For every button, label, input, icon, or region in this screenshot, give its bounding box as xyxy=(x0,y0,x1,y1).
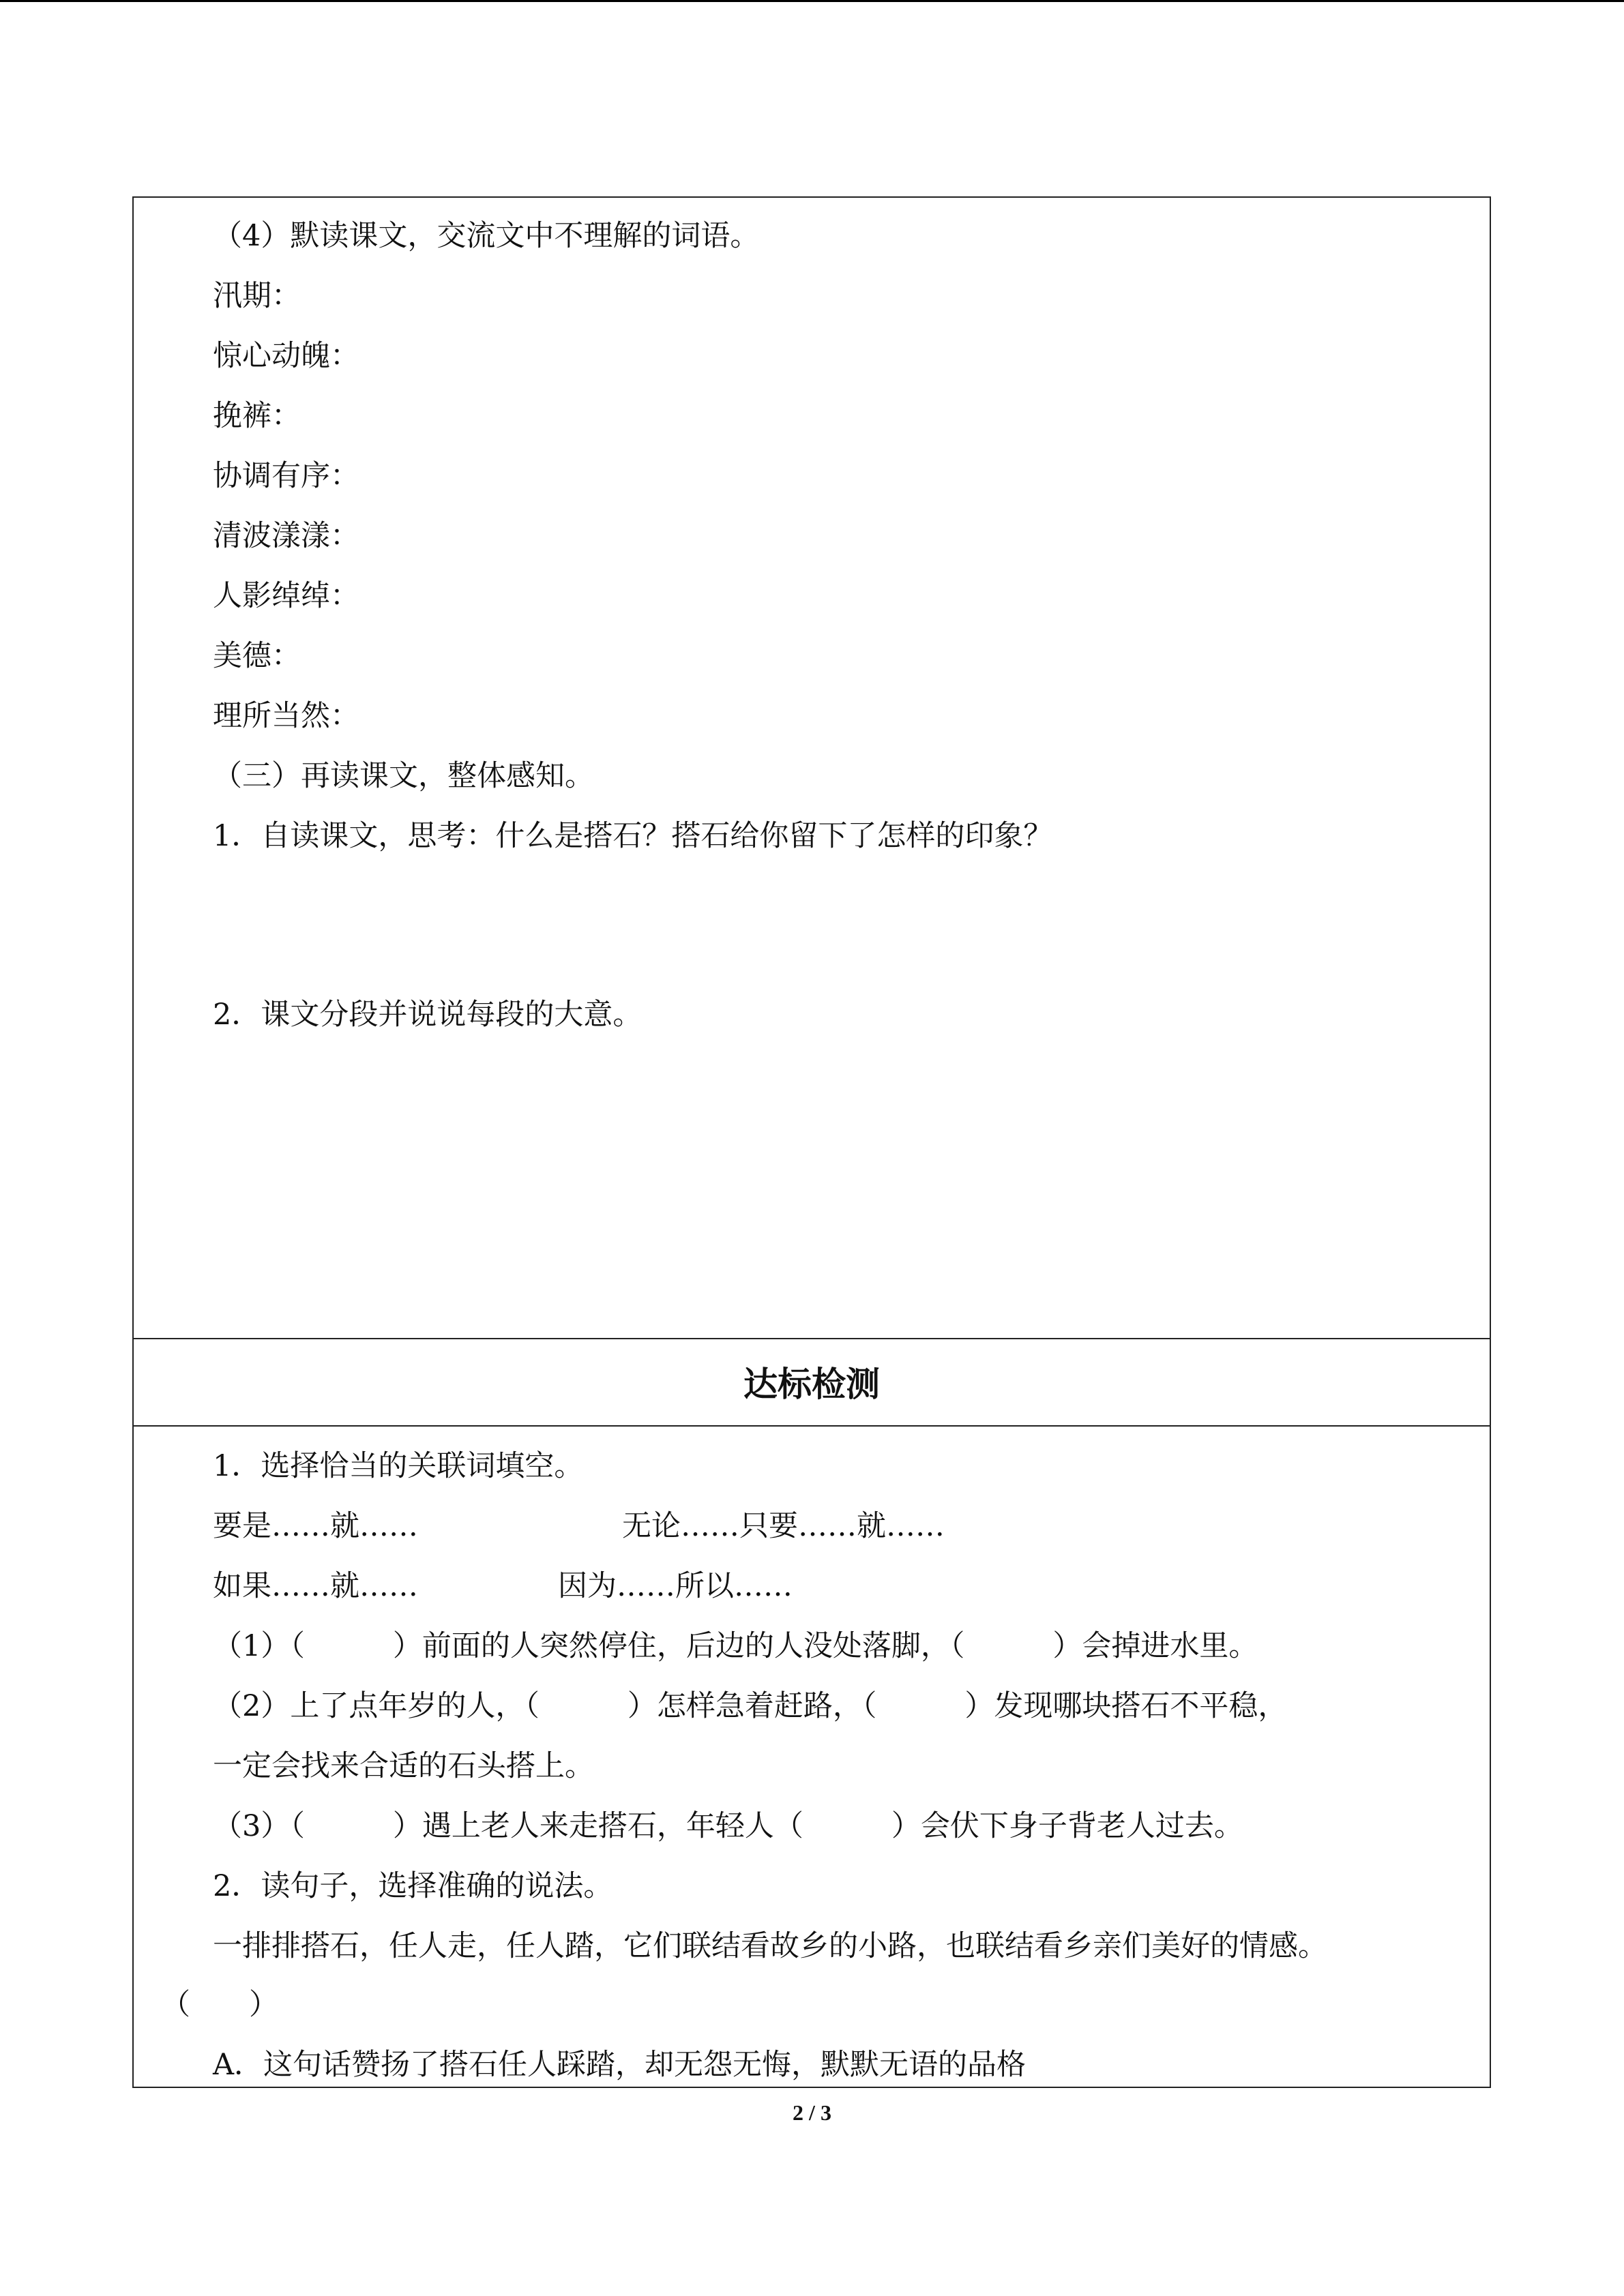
term-line: 挽裤： xyxy=(213,399,301,433)
answer-parentheses: （ ） xyxy=(161,1988,278,2022)
part3-title: （三）再读课文，整体感知。 xyxy=(213,759,594,793)
term-line: 美德： xyxy=(213,639,301,673)
choice-a: A．这句话赞扬了搭石任人踩踏，却无怨无悔，默默无语的品格 xyxy=(213,2048,1027,2082)
term-line: 协调有序： xyxy=(213,459,359,493)
term-line: 人影绰绰： xyxy=(213,579,359,613)
term-line: 清波漾漾： xyxy=(213,519,359,553)
option-d: 因为……所以…… xyxy=(558,1569,793,1603)
question-2: 2．课文分段并说说每段的大意。 xyxy=(213,998,643,1032)
fill-sentence-1: （1）（ ）前面的人突然停住，后边的人没处落脚，（ ）会掉进水里。 xyxy=(213,1629,1258,1663)
term-line: 汛期： xyxy=(213,279,301,313)
test-question-2: 2．读句子，选择准确的说法。 xyxy=(213,1869,613,1903)
test-question-1: 1．选择恰当的关联词填空。 xyxy=(213,1449,584,1483)
fill-sentence-3: （3）（ ）遇上老人来走搭石，年轻人（ ）会伏下身子背老人过去。 xyxy=(213,1809,1243,1843)
item4-intro: （4）默读课文，交流文中不理解的词语。 xyxy=(213,219,760,253)
section-header-box xyxy=(132,1338,1491,1427)
option-b: 无论……只要……就…… xyxy=(622,1509,945,1543)
quoted-sentence: 一排排搭石，任人走，任人踏，它们联结看故乡的小路，也联结看乡亲们美好的情感。 xyxy=(213,1929,1327,1963)
option-c: 如果……就…… xyxy=(213,1569,418,1603)
page-number: 2 / 3 xyxy=(793,2100,831,2125)
question-1: 1．自读课文，思考：什么是搭石？搭石给你留下了怎样的印象？ xyxy=(213,819,1053,853)
term-line: 理所当然： xyxy=(213,699,359,733)
term-line: 惊心动魄： xyxy=(213,339,359,373)
section-title: 达标检测 xyxy=(743,1365,880,1404)
option-a: 要是……就…… xyxy=(213,1509,418,1543)
fill-sentence-2: （2）上了点年岁的人，（ ）怎样急着赶路，（ ）发现哪块搭石不平稳， xyxy=(213,1689,1288,1723)
fill-sentence-2-cont: 一定会找来合适的石头搭上。 xyxy=(213,1749,594,1783)
top-border-line xyxy=(0,0,1624,2)
